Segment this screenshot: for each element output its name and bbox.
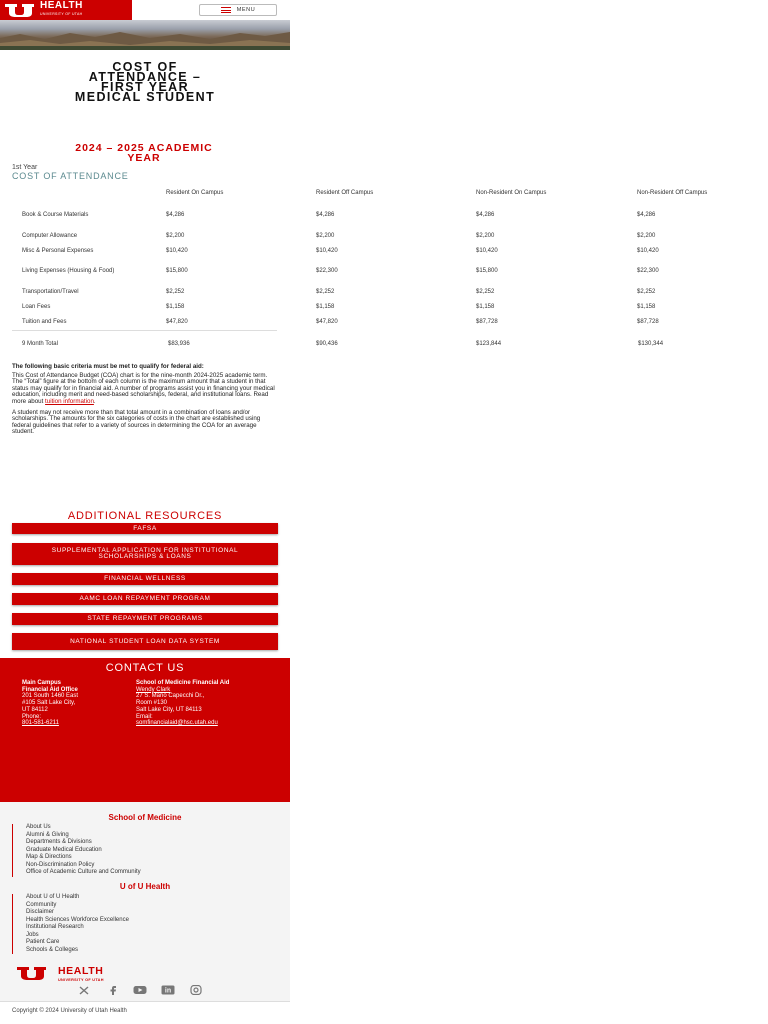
copyright-text: Copyright © 2024 University of Utah Health (12, 1008, 127, 1014)
table-cell: $4,286 (166, 212, 185, 218)
table-cell: $4,286 (476, 212, 495, 218)
table-cell: $1,158 (316, 304, 335, 310)
footer-divider (0, 1001, 290, 1002)
footer-link[interactable]: About U of U Health (26, 894, 80, 900)
footer-link[interactable]: Map & Directions (26, 854, 72, 860)
table-cell: $2,252 (637, 289, 656, 295)
facebook-icon[interactable] (102, 985, 122, 995)
footer-link[interactable]: Non-Discrimination Policy (26, 861, 95, 868)
table-cell: $2,252 (316, 289, 335, 295)
instagram-icon[interactable] (186, 985, 206, 995)
u-health-logo[interactable] (0, 0, 132, 20)
nslds-button[interactable]: NATIONAL STUDENT LOAN DATA SYSTEM (12, 633, 278, 650)
table-cell: $10,420 (166, 248, 188, 254)
contact-heading: CONTACT US (105, 662, 185, 674)
footer-link[interactable]: Jobs (26, 931, 39, 938)
site-footer (0, 802, 290, 1002)
table-cell: $1,158 (637, 304, 656, 310)
footer-link[interactable]: Institutional Research (26, 924, 84, 930)
table-cell: $2,200 (316, 233, 335, 239)
phone-link[interactable]: 801-581-6211 (22, 720, 59, 727)
year-label: 1st Year (12, 164, 38, 171)
resources-heading: ADDITIONAL RESOURCES (67, 510, 223, 522)
footer-logo-wordmark: HEALTH UNIVERSITY OF UTAH (58, 965, 104, 982)
logo-wordmark: HEALTH UNIVERSITY OF UTAH (40, 0, 83, 16)
contact-person-link[interactable]: Wendy Clark (136, 686, 171, 693)
address-line: Room #130 (136, 700, 168, 707)
coa-heading: COST OF ATTENDANCE (12, 171, 129, 181)
criteria-paragraph: This Cost of Attendance Budget (COA) chart is for the nine-month 2024-2025 academic term. The “Total” figure at the bottom of each column is the maximum amount that a student in that status may qualify for in financial aid. A number of programs assist you in financing your medical education, including merit and need-based scholarships, federal, and institutional loans. Read more about tuition information. (12, 371, 275, 405)
fafsa-button[interactable]: FAFSA (12, 523, 278, 534)
supplemental-application-button[interactable]: SUPPLEMENTAL APPLICATION FOR INSTITUTIONAL SCHOLARSHIPS & LOANS (12, 543, 278, 565)
table-cell: $10,420 (316, 248, 338, 254)
som-financial-aid-office (136, 680, 290, 727)
email-label: Email: (136, 713, 153, 720)
footer-link[interactable]: Community (26, 901, 57, 908)
row-label: Computer Allowance (22, 233, 78, 239)
table-cell: $10,420 (637, 248, 659, 254)
aamc-loan-repayment-button[interactable]: AAMC LOAN REPAYMENT PROGRAM (12, 593, 278, 605)
table-cell: $22,300 (637, 268, 659, 274)
table-cell: $47,820 (166, 319, 188, 325)
phone-label: Phone: (22, 713, 42, 720)
block-u-icon (12, 966, 54, 986)
footer-link[interactable]: Graduate Medical Education (26, 846, 102, 853)
menu-button[interactable] (199, 4, 277, 16)
footer-heading-u-of-u-health: U of U Health (119, 882, 171, 891)
table-cell: $15,800 (476, 268, 498, 274)
footer-u-health-logo[interactable] (12, 965, 152, 984)
hero-banner-image (0, 20, 290, 50)
total-cell: $130,344 (638, 341, 664, 347)
academic-year-heading: 2024 – 2025 ACADEMIC YEAR (75, 142, 213, 164)
table-cell: $15,800 (166, 268, 188, 274)
footer-link[interactable]: Departments & Divisions (26, 839, 92, 845)
social-links (74, 985, 206, 995)
footer-link[interactable]: About Us (26, 824, 51, 830)
table-cell: $2,252 (166, 289, 185, 295)
site-header (0, 0, 290, 20)
table-divider (12, 330, 277, 331)
main-campus-office (22, 680, 82, 727)
row-label: Living Expenses (Housing & Food) (22, 268, 115, 274)
row-label: Transportation/Travel (22, 289, 79, 295)
column-header: Resident Off Campus (316, 190, 374, 196)
row-label: Loan Fees (22, 304, 51, 310)
footer-link[interactable]: Health Sciences Workforce Excellence (26, 916, 129, 923)
criteria-section (12, 364, 278, 440)
criteria-paragraph: A student may not receive more than that total amount in a combination of loans and/or scholarships. The amounts for the six categories of costs in the chart are established using federal guidelines that refer to a variety of sources in determining the COA for an average student. (12, 408, 261, 436)
table-cell: $4,286 (637, 212, 656, 218)
address-line: 27 S. Mario Capecchi Dr., (136, 693, 205, 700)
criteria-heading: The following basic criteria must be met to qualify for federal aid: (12, 363, 204, 370)
column-header: Non-Resident Off Campus (637, 190, 708, 196)
table-cell: $22,300 (316, 268, 338, 274)
table-cell: $1,158 (166, 304, 185, 310)
column-header: Non-Resident On Campus (476, 190, 547, 196)
email-link[interactable]: somfinancialaid@hsc.utah.edu (136, 720, 218, 727)
total-cell: $90,436 (316, 341, 338, 347)
tuition-information-link[interactable]: tuition information (45, 397, 94, 405)
footer-links-school-of-medicine (12, 824, 141, 877)
block-u-icon (4, 2, 40, 18)
footer-heading-school-of-medicine: School of Medicine (108, 813, 182, 822)
table-cell: $4,286 (316, 212, 335, 218)
total-label: 9 Month Total (22, 341, 58, 347)
youtube-icon[interactable] (130, 985, 150, 995)
menu-label: MENU (236, 7, 256, 13)
row-label: Tuition and Fees (22, 319, 67, 325)
table-cell: $87,728 (637, 319, 659, 325)
table-cell: $10,420 (476, 248, 498, 254)
financial-wellness-button[interactable]: FINANCIAL WELLNESS (12, 573, 278, 585)
office-name: Main Campus Financial Aid Office (22, 680, 78, 693)
table-cell: $2,200 (637, 233, 656, 239)
total-cell: $83,936 (168, 341, 190, 347)
table-cell: $47,820 (316, 319, 338, 325)
row-label: Book & Course Materials (22, 212, 89, 218)
footer-link[interactable]: Office of Academic Culture and Community (26, 869, 141, 875)
address-line: Salt Lake City, UT 84113 (136, 706, 202, 713)
footer-link[interactable]: Alumni & Giving (26, 831, 69, 838)
row-label: Misc & Personal Expenses (22, 248, 94, 254)
office-address: 201 South 1460 East #105 Salt Lake City, UT 84112 (22, 693, 79, 713)
footer-link[interactable]: Schools & Colleges (26, 946, 79, 953)
table-cell: $87,728 (476, 319, 498, 325)
x-icon[interactable] (74, 985, 94, 995)
hamburger-icon (221, 7, 231, 13)
linkedin-icon[interactable] (158, 985, 178, 995)
footer-links-u-of-u-health (12, 894, 129, 954)
contact-section (0, 658, 290, 802)
table-cell: $2,252 (476, 289, 495, 295)
svg-text:in: in (164, 987, 172, 995)
table-cell: $1,158 (476, 304, 495, 310)
footer-link[interactable]: Disclaimer (26, 909, 55, 915)
page-title: COST OF ATTENDANCE – FIRST YEAR MEDICAL STUDENT (74, 60, 216, 104)
table-cell: $2,200 (166, 233, 185, 239)
table-cell: $2,200 (476, 233, 495, 239)
total-cell: $123,844 (476, 341, 502, 347)
office-name: School of Medicine Financial Aid (136, 680, 230, 686)
state-repayment-button[interactable]: STATE REPAYMENT PROGRAMS (12, 613, 278, 625)
footer-link[interactable]: Patient Care (26, 939, 60, 945)
column-header: Resident On Campus (166, 190, 224, 196)
